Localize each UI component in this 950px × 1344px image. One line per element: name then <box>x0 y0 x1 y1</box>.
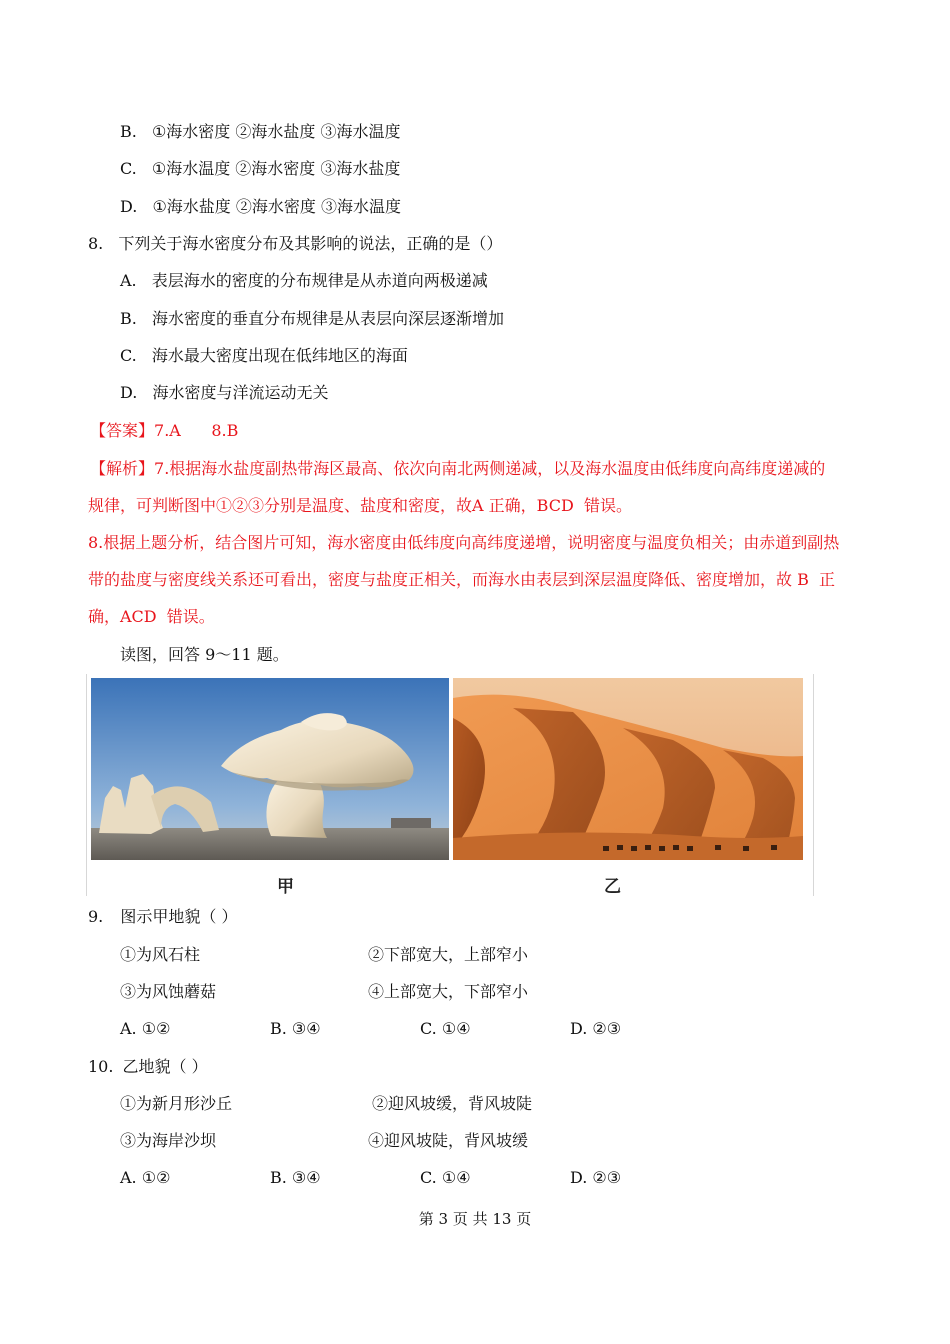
q9-statement-3: ③为风蚀蘑菇 <box>120 982 217 1001</box>
q10-statement-2: ②迎风坡缓，背风坡陡 <box>372 1094 533 1113</box>
q8-option-c: C. 海水最大密度出现在低纬地区的海面 <box>120 346 408 365</box>
sand-dune-photo <box>453 678 803 860</box>
analysis-line-2: 规律，可判断图中①②③分别是温度、盐度和密度，故A 正确，BCD 错误。 <box>88 496 632 515</box>
q8-option-d: D. 海水密度与洋流运动无关 <box>120 383 329 402</box>
mushroom-rock-photo <box>91 678 449 860</box>
q9-choice-c: C. ①④ <box>420 1019 471 1038</box>
answer-line: 【答案】7.A 8.B <box>90 421 239 440</box>
q7-option-d: D. ①海水盐度 ②海水密度 ③海水温度 <box>120 197 401 216</box>
q10-choice-a: A. ①② <box>120 1168 171 1187</box>
page-footer: 第 3 页 共 13 页 <box>418 1210 532 1228</box>
q9-choice-b: B. ③④ <box>270 1019 321 1038</box>
q9-statement-4: ④上部宽大，下部窄小 <box>368 982 529 1001</box>
q8-option-a: A. 表层海水的密度的分布规律是从赤道向两极递减 <box>120 271 488 290</box>
reading-intro: 读图，回答 9～11 题。 <box>120 645 289 664</box>
q10-statement-3: ③为海岸沙坝 <box>120 1131 217 1150</box>
landform-figure <box>86 674 814 896</box>
answer-label: 【答案】 <box>90 421 155 440</box>
q10-stem: 10. 乙地貌（ ） <box>88 1057 208 1076</box>
figure-caption-yi: 乙 <box>604 877 621 897</box>
q9-statement-1: ①为风石柱 <box>120 945 201 964</box>
q9-statement-2: ②下部宽大，上部窄小 <box>368 945 529 964</box>
q8-option-b: B. 海水密度的垂直分布规律是从表层向深层逐渐增加 <box>120 309 504 328</box>
q9-choice-d: D. ②③ <box>570 1019 622 1038</box>
analysis-line-4: 带的盐度与密度线关系还可看出，密度与盐度正相关，而海水由表层到深层温度降低、密度增加，故 B 正 <box>88 570 836 589</box>
q10-statement-1: ①为新月形沙丘 <box>120 1094 233 1113</box>
figure-caption-jia: 甲 <box>277 877 294 897</box>
analysis-label: 【解析】 <box>90 459 155 478</box>
q8-stem: 8. 下列关于海水密度分布及其影响的说法，正确的是（） <box>88 234 503 253</box>
q10-choice-b: B. ③④ <box>270 1168 321 1187</box>
analysis-line-5: 确，ACD 错误。 <box>88 607 215 626</box>
analysis-line-3: 8.根据上题分析，结合图片可知，海水密度由低纬度向高纬度递增，说明密度与温度负相关；由赤道到副热 <box>88 533 840 552</box>
q10-statement-4: ④迎风坡陡，背风坡缓 <box>368 1131 529 1150</box>
q7-option-c: C. ①海水温度 ②海水密度 ③海水盐度 <box>120 159 401 178</box>
analysis-line-1: 【解析】7.根据海水盐度副热带海区最高、依次向南北两侧递减，以及海水温度由低纬度向高纬度递减的 <box>90 459 826 478</box>
q9-stem: 9. 图示甲地貌（ ） <box>88 907 238 926</box>
q10-choice-d: D. ②③ <box>570 1168 622 1187</box>
question-number: 9. <box>88 907 104 926</box>
question-number: 8. <box>88 234 104 253</box>
q10-choice-c: C. ①④ <box>420 1168 471 1187</box>
q7-option-b: B. ①海水密度 ②海水盐度 ③海水温度 <box>120 122 401 141</box>
question-number: 10. <box>88 1057 114 1076</box>
q9-choice-a: A. ①② <box>120 1019 171 1038</box>
